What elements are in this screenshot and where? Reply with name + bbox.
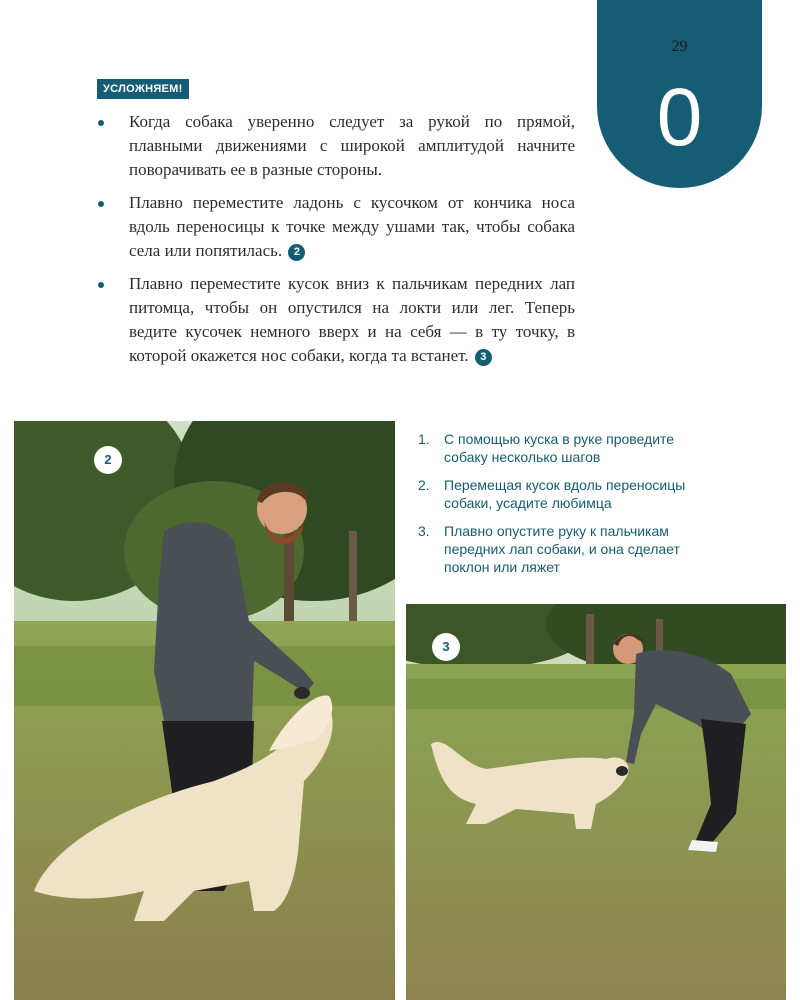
caption-number: 3. — [418, 523, 430, 539]
page-number: 29 — [671, 38, 688, 55]
bullet-text: Плавно переместите ладонь с кусочком от кончика носа вдоль переносицы к точке между ушами так, чтобы собака села или попятилась. — [129, 193, 575, 260]
caption-text: Перемещая кусок вдоль переносицы собаки, усадите любимца — [444, 477, 686, 511]
caption-list — [418, 430, 688, 586]
photo-dog-bow — [406, 604, 786, 1000]
bullet-item — [97, 110, 575, 182]
bullet-item — [97, 272, 575, 368]
caption-item — [418, 430, 688, 466]
bullet-text: Плавно переместите кусок вниз к пальчикам передних лап питомца, чтобы он опустился на локти или лег. Теперь ведите кусочек немного вверх и на себя — в ту точку, в которой окажется нос собаки, когда та встанет. — [129, 274, 575, 365]
bullet-dot-icon — [98, 282, 104, 288]
photo-number-badge: 2 — [94, 446, 122, 474]
caption-text: С помощью куска в руке проведите собаку несколько шагов — [444, 431, 675, 465]
chapter-number: 0 — [656, 72, 703, 163]
photo-number-badge: 3 — [432, 633, 460, 661]
bullet-dot-icon — [98, 120, 104, 126]
section-label: УСЛОЖНЯЕМ! — [97, 79, 189, 99]
bullet-dot-icon — [98, 201, 104, 207]
caption-number: 1. — [418, 431, 430, 447]
caption-number: 2. — [418, 477, 430, 493]
photo-ref-badge: 2 — [288, 244, 305, 261]
bullet-item — [97, 191, 575, 263]
bullet-text: Когда собака уверенно следует за рукой по прямой, плавными движениями с широкой амплитудой начните поворачивать ее в разные стороны. — [129, 112, 575, 179]
caption-item — [418, 522, 688, 576]
caption-item — [418, 476, 688, 512]
photo-ref-badge: 3 — [475, 349, 492, 366]
caption-text: Плавно опустите руку к пальчикам передних лап собаки, и она сделает поклон или ляжет — [444, 523, 680, 575]
photo-dog-sit — [14, 421, 395, 1000]
bullet-list — [97, 110, 575, 377]
